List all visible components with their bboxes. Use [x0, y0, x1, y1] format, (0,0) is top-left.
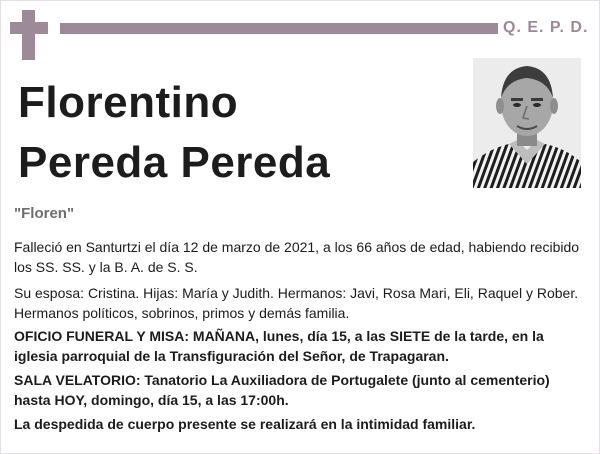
wake-text: SALA VELATORIO: Tanatorio La Auxiliadora de Portugalete (junto al cementerio) hasta HOY, domingo, día 15, a las 17:00h. [14, 372, 550, 408]
surnames: Pereda Pereda [18, 138, 331, 187]
qepd-label: Q. E. P. D. [503, 19, 589, 36]
first-name: Florentino [18, 78, 239, 127]
death-notice-text: Falleció en Santurtzi el día 12 de marzo de 2021, a los 66 años de edad, habiendo recibido los SS. SS. y la B. A. de S. S. [14, 239, 580, 275]
header-rule [60, 23, 498, 34]
farewell-text: La despedida de cuerpo presente se realizará en la intimidad familiar. [14, 416, 476, 432]
nickname: "Floren" [14, 205, 75, 222]
portrait-photo [473, 58, 581, 188]
funeral-text: OFICIO FUNERAL Y MISA: MAÑANA, lunes, día 15, a las SIETE de la tarde, en la iglesia parroquial de la Transfiguración del Señor, de Trapagaran. [14, 328, 544, 364]
family-text: Su esposa: Cristina. Hijas: María y Judith. Hermanos: Javi, Rosa Mari, Eli, Raquel y Rober. Hermanos políticos, sobrinos, primos y demás familia. [14, 285, 579, 321]
